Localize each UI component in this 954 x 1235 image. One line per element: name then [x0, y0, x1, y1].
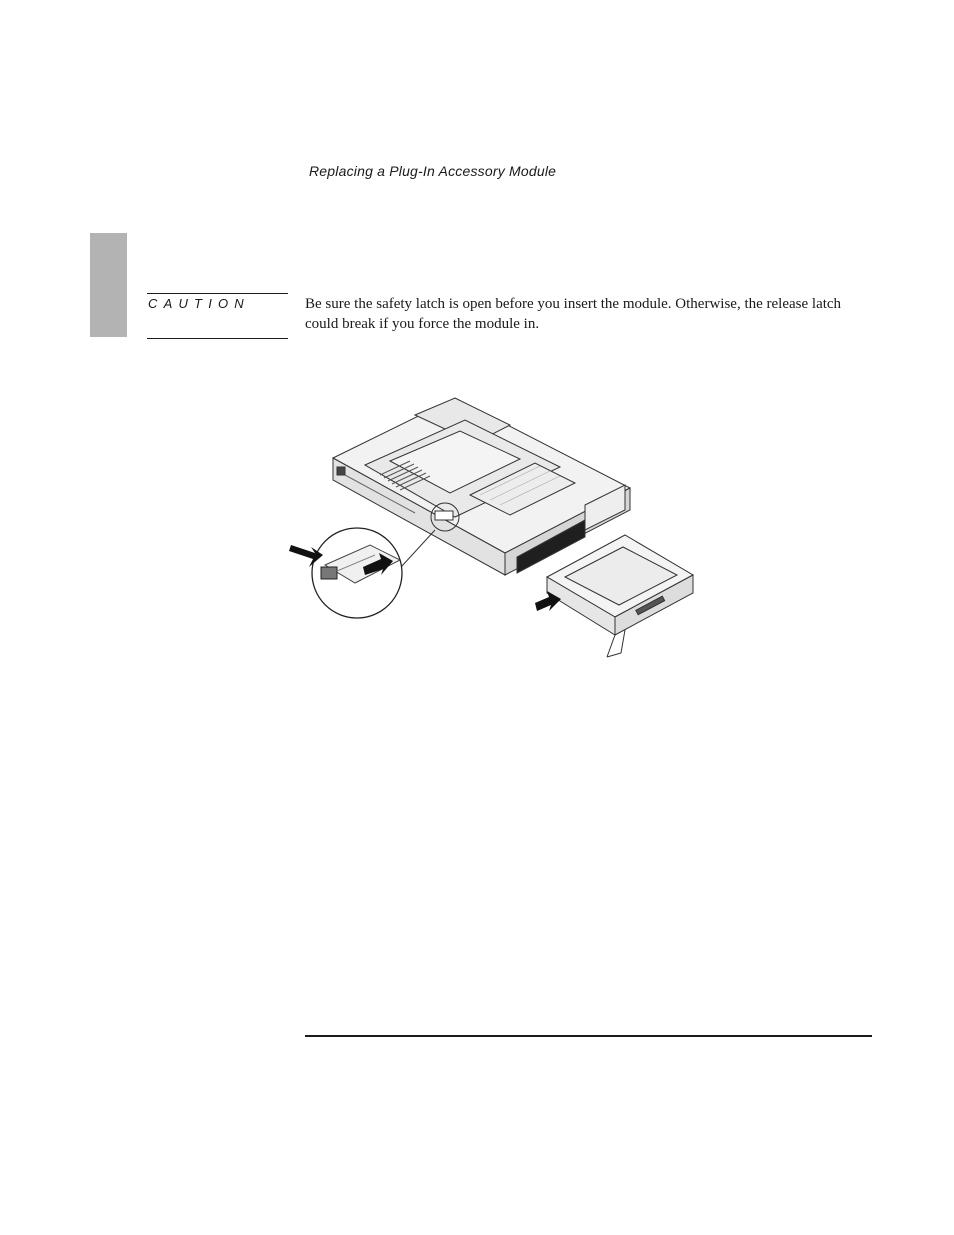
caution-text: Be sure the safety latch is open before you insert the module. Otherwise, the release latch could break if you force the module in. — [305, 296, 842, 332]
module-insertion-illustration — [285, 395, 700, 660]
caution-rule-top — [147, 293, 288, 294]
caution-label: CAUTION — [148, 296, 250, 311]
footer-rule — [305, 1035, 872, 1037]
running-header-title: Replacing a Plug-In Accessory Module — [309, 163, 557, 179]
caution-rule-bottom — [147, 338, 288, 339]
chapter-side-tab — [90, 233, 127, 337]
